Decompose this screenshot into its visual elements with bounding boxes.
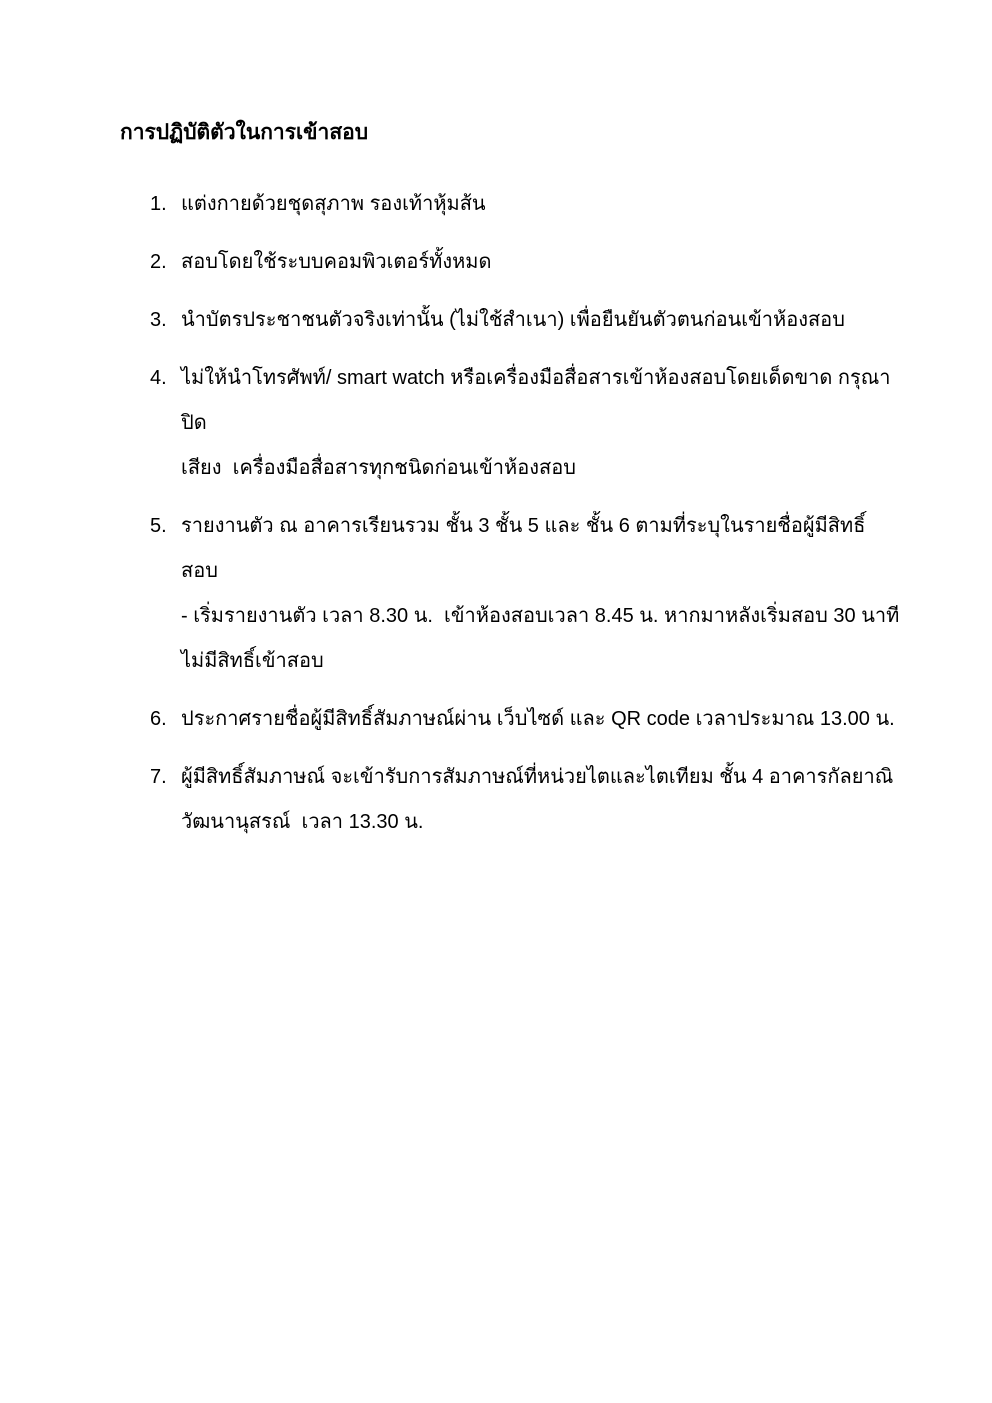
item-text <box>181 356 902 491</box>
instruction-list <box>120 182 902 845</box>
item-text-line: เสียง เครื่องมือสื่อสารทุกชนิดก่อนเข้าห้องสอบ <box>181 457 576 479</box>
item-text-line: - เริ่มรายงานตัว เวลา 8.30 น. เข้าห้องสอบเวลา 8.45 น. หากมาหลังเริ่มสอบ 30 นาที <box>181 605 900 627</box>
item-text <box>181 240 902 285</box>
item-text <box>181 755 902 845</box>
item-text <box>181 504 902 684</box>
item-text-line: สอบโดยใช้ระบบคอมพิวเตอร์ทั้งหมด <box>181 251 492 273</box>
list-item-6 <box>120 697 902 742</box>
item-text <box>181 697 902 742</box>
item-text-line: ไม่ให้นำโทรศัพท์/ smart watch หรือเครื่องมือสื่อสารเข้าห้องสอบโดยเด็ดขาด กรุณาปิด <box>181 367 891 434</box>
item-number: 7. <box>150 766 167 788</box>
item-text-line: วัฒนานุสรณ์ เวลา 13.30 น. <box>181 811 424 833</box>
item-text-line: ไม่มีสิทธิ์เข้าสอบ <box>181 650 324 672</box>
item-number: 6. <box>150 708 167 730</box>
list-item-1 <box>120 182 902 227</box>
item-number: 1. <box>150 193 167 215</box>
item-number: 4. <box>150 367 167 389</box>
item-text-line: ผู้มีสิทธิ์สัมภาษณ์ จะเข้ารับการสัมภาษณ์ที่หน่วยไตและไตเทียม ชั้น 4 อาคารกัลยาณิ <box>181 766 894 788</box>
item-number: 3. <box>150 309 167 331</box>
item-text-line: นำบัตรประชาชนตัวจริงเท่านั้น (ไม่ใช้สำเนา) เพื่อยืนยันตัวตนก่อนเข้าห้องสอบ <box>181 309 845 331</box>
item-text-line: ประกาศรายชื่อผู้มีสิทธิ์สัมภาษณ์ผ่าน เว็บไซด์ และ QR code เวลาประมาณ 13.00 น. <box>181 708 895 730</box>
list-item-4 <box>120 356 902 491</box>
item-text-line: รายงานตัว ณ อาคารเรียนรวม ชั้น 3 ชั้น 5 และ ชั้น 6 ตามที่ระบุในรายชื่อผู้มีสิทธิ์สอบ <box>181 515 866 582</box>
item-number: 5. <box>150 515 167 537</box>
page-title: การปฏิบัติตัวในการเข้าสอบ <box>120 121 369 144</box>
item-text <box>181 298 902 343</box>
list-item-2 <box>120 240 902 285</box>
item-text-line: แต่งกายด้วยชุดสุภาพ รองเท้าหุ้มส้น <box>181 193 486 215</box>
list-item-5 <box>120 504 902 684</box>
list-item-3 <box>120 298 902 343</box>
item-text <box>181 182 902 227</box>
item-number: 2. <box>150 251 167 273</box>
list-item-7 <box>120 755 902 845</box>
